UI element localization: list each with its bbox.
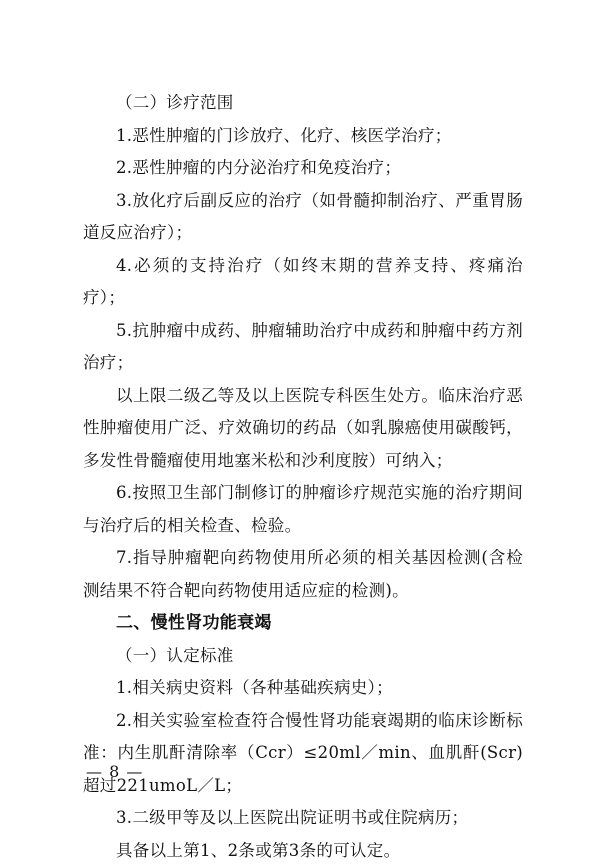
section-heading-treatment-scope: （二）诊疗范围 bbox=[83, 87, 523, 120]
list-item-2: 2.恶性肿瘤的内分泌治疗和免疫治疗； bbox=[83, 152, 523, 185]
criteria-item-3: 3.二级甲等及以上医院出院证明书或住院病历； bbox=[83, 802, 523, 835]
list-item-4: 4.必须的支持治疗（如终末期的营养支持、疼痛治疗）； bbox=[83, 250, 523, 315]
document-body bbox=[83, 87, 523, 867]
criteria-item-2: 2.相关实验室检查符合慢性肾功能衰竭期的临床诊断标准：内生肌酐清除率（Ccr）≤20ml／min、血肌酐(Scr)超过221umoL／L； bbox=[83, 705, 523, 803]
list-item-6: 6.按照卫生部门制修订的肿瘤诊疗规范实施的治疗期间与治疗后的相关检查、检验。 bbox=[83, 477, 523, 542]
prescription-note: 以上限二级乙等及以上医院专科医生处方。临床治疗恶性肿瘤使用广泛、疗效确切的药品（如乳腺癌使用碳酸钙，多发性骨髓瘤使用地塞米松和沙利度胺）可纳入； bbox=[83, 380, 523, 478]
page-number: — 8 — bbox=[86, 761, 143, 783]
list-item-1: 1.恶性肿瘤的门诊放疗、化疗、核医学治疗； bbox=[83, 120, 523, 153]
list-item-3: 3.放化疗后副反应的治疗（如骨髓抑制治疗、严重胃肠道反应治疗）； bbox=[83, 185, 523, 250]
chapter-heading-chronic-renal-failure: 二、慢性肾功能衰竭 bbox=[83, 607, 523, 640]
criteria-item-1: 1.相关病史资料（各种基础疾病史）； bbox=[83, 672, 523, 705]
list-item-7: 7.指导肿瘤靶向药物使用所必须的相关基因检测(含检测结果不符合靶向药物使用适应症的检测)。 bbox=[83, 542, 523, 607]
list-item-5: 5.抗肿瘤中成药、肿瘤辅助治疗中成药和肿瘤中药方剂治疗； bbox=[83, 315, 523, 380]
section-heading-criteria: （一）认定标准 bbox=[83, 640, 523, 673]
criteria-conclusion: 具备以上第1、2条或第3条的可认定。 bbox=[83, 835, 523, 867]
